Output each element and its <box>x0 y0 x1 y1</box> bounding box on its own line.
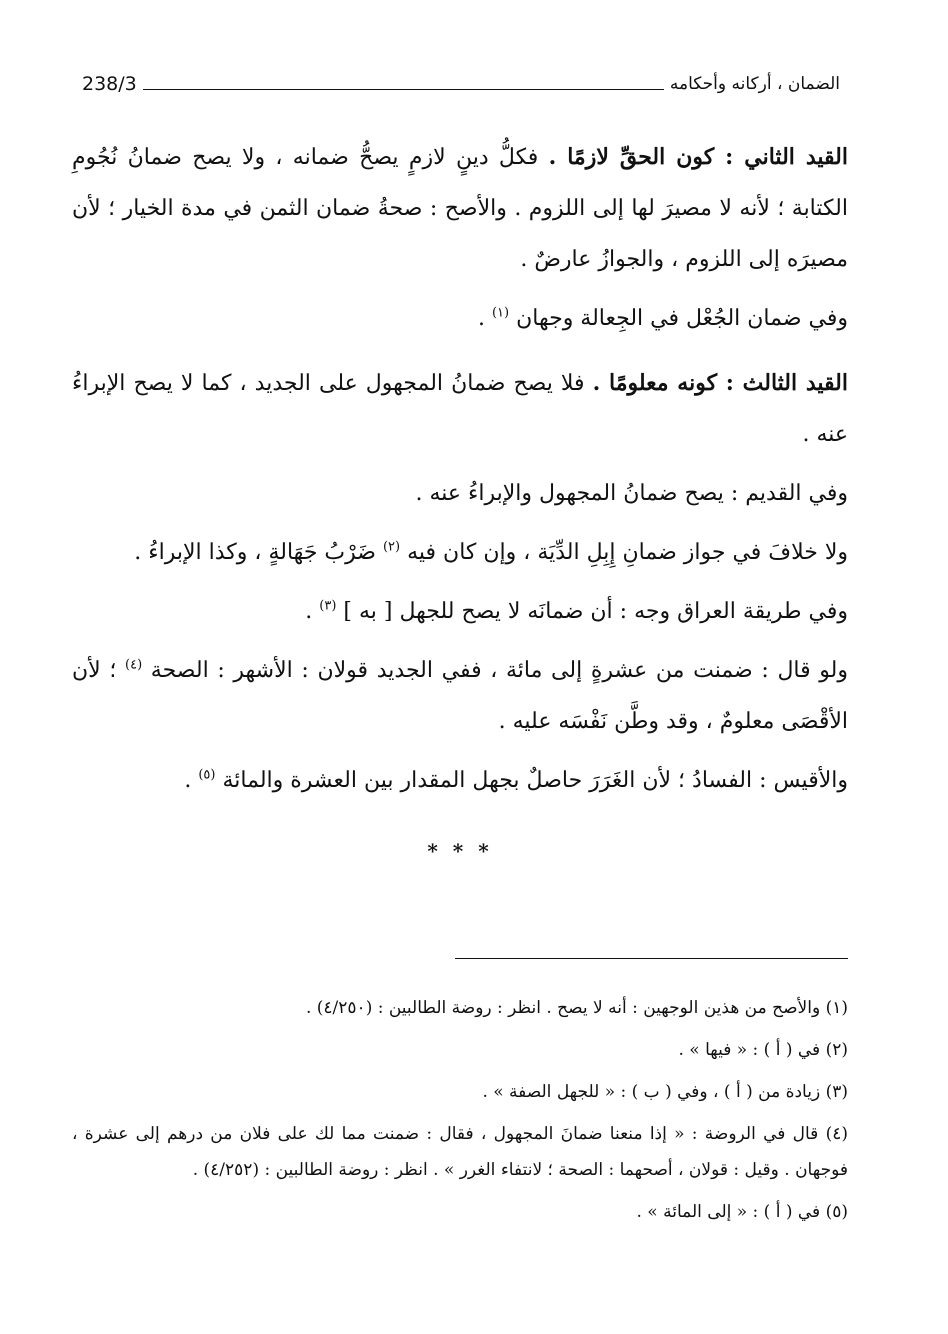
paragraph-2 <box>72 293 848 344</box>
footnote-ref-4[interactable]: (٤) <box>125 657 143 673</box>
footnotes <box>72 990 848 1236</box>
paragraph-6-text: وفي طريقة العراق وجه : أن ضمانَه لا يصح للجهل [ به ] <box>343 599 848 624</box>
footnote-5: (٥) في ( أ ) : « إلى المائة » . <box>636 1202 848 1222</box>
footnote-2: (٢) في ( أ ) : « فيها » . <box>678 1040 848 1060</box>
main-text <box>72 132 848 877</box>
paragraph-7-text-b: ؛ لأن الأقْصَى معلومٌ ، وقد وطَّن نَفْسَه عليه . <box>72 658 848 734</box>
footnote-ref-1[interactable]: (١) <box>491 305 510 321</box>
paragraph-4 <box>72 468 848 519</box>
paragraph-8-end: . <box>184 768 199 793</box>
page <box>72 66 848 877</box>
paragraph-8-text: والأقيس : الفسادُ ؛ لأن الغَرَرَ حاصلٌ بجهل المقدار بين العشرة والمائة <box>222 768 848 793</box>
paragraph-6 <box>72 586 848 637</box>
footnote-4: (٤) قال في الروضة : « إذا منعنا ضمانَ المجهول ، فقال : ضمنت مما لك على فلان من درهم إلى عشرة ، فوجهان . وقيل : قولان ، أصحهما : الصحة ؛ لانتفاء الغرر » . انظر : روضة الطالبين : (٤/٢٥٢) . <box>72 1124 848 1180</box>
footnote-divider <box>455 958 848 959</box>
heading-second-condition: القيد الثاني : كون الحقِّ لازمًا . <box>548 144 848 170</box>
paragraph-7 <box>72 645 848 747</box>
chapter-title: الضمان ، أركانه وأحكامه <box>669 74 840 94</box>
paragraph-3 <box>72 358 848 460</box>
page-number: 238/3 <box>82 73 137 95</box>
paragraph-5-text-b: ضَرْبُ جَهَالةٍ ، وكذا الإبراءُ . <box>134 540 383 565</box>
paragraph-5-text-a: ولا خلافَ في جواز ضمانِ إِبِلِ الدِّيَة ، وإن كان فيه <box>407 540 848 565</box>
footnote-ref-3[interactable]: (٣) <box>319 598 337 614</box>
heading-third-condition: القيد الثالث : كونه معلومًا . <box>592 370 848 396</box>
header-rule <box>143 77 664 90</box>
paragraph-5 <box>72 527 848 578</box>
running-header <box>72 66 848 96</box>
footnote-3: (٣) زيادة من ( أ ) ، وفي ( ب ) : « للجهل الصفة » . <box>482 1082 848 1102</box>
paragraph-3-text: فلا يصح ضمانُ المجهول على الجديد ، كما لا يصح الإبراءُ عنه . <box>72 371 848 447</box>
footnote-ref-5[interactable]: (٥) <box>198 767 216 783</box>
paragraph-1-text: فكلُّ دينٍ لازمٍ يصحُّ ضمانه ، ولا يصح ضمانُ نُجُومِ الكتابة ؛ لأنه لا مصيرَ لها إلى اللزوم . والأصح : صحةُ ضمان الثمن في مدة الخيار ؛ لأن مصيرَه إلى اللزوم ، والجوازُ عارضٌ . <box>72 145 848 272</box>
section-separator: * * * <box>427 839 493 863</box>
footnote-ref-2[interactable]: (٢) <box>382 539 401 555</box>
paragraph-2-text: وفي ضمان الجُعْل في الجِعالة وجهان <box>516 306 848 331</box>
paragraph-8 <box>72 755 848 806</box>
paragraph-2-end: . <box>477 306 492 331</box>
paragraph-6-end: . <box>305 599 320 624</box>
paragraph-4-text: وفي القديم : يصح ضمانُ المجهول والإبراءُ عنه . <box>415 481 848 506</box>
footnote-1: (١) والأصح من هذين الوجهين : أنه لا يصح . انظر : روضة الطالبين : (٤/٢٥٠) . <box>305 998 848 1018</box>
paragraph-7-text-a: ولو قال : ضمنت من عشرةٍ إلى مائة ، ففي الجديد قولان : الأشهر : الصحة <box>150 658 848 683</box>
paragraph-1 <box>72 132 848 285</box>
